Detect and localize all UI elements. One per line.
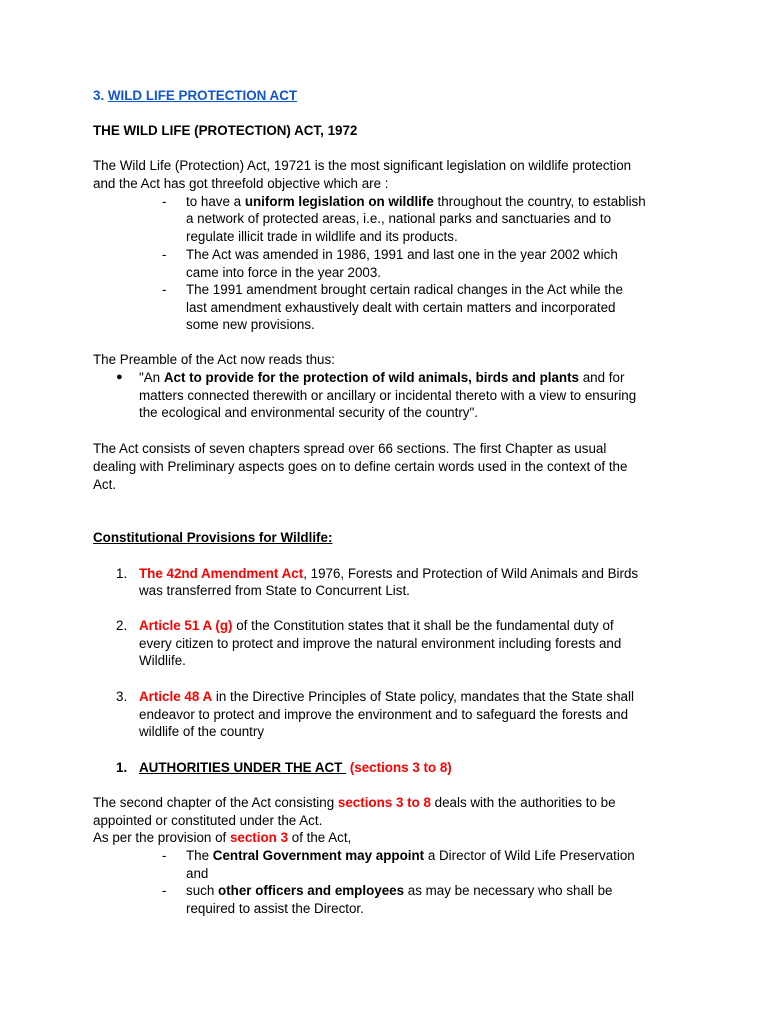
list-number: 2. [116, 618, 128, 633]
intro-line-1: The Wild Life (Protection) Act, 19721 is the most significant legislation on wildlife protection [93, 158, 632, 173]
objective-3-line-2: last amendment exhaustively dealt with certain matters and incorporated [186, 300, 616, 315]
text-run: As per the provision of [93, 830, 230, 845]
objective-1-line-2: a network of protected areas, i.e., national parks and sanctuaries and to [186, 211, 612, 226]
provision-3-line-2: endeavor to protect and improve the environment and to safeguard the forests and [139, 707, 629, 722]
text-run: The 42nd Amendment Act [139, 566, 304, 581]
preamble-intro: The Preamble of the Act now reads thus: [93, 352, 335, 367]
text-run: (sections 3 to 8) [349, 760, 452, 775]
list-number: 1. [116, 760, 128, 775]
objective-3-line-3: some new provisions. [186, 317, 315, 332]
act-title: THE WILD LIFE (PROTECTION) ACT, 1972 [93, 123, 358, 138]
provision-2-line-3: Wildlife. [139, 653, 186, 668]
provision-1-line-2: was transferred from State to Concurrent List. [139, 583, 410, 598]
chapters-line-3: Act. [93, 477, 117, 492]
text-run: to have a [186, 194, 245, 209]
text-run: Act to provide for the protection of wild animals, birds and plants [163, 370, 580, 385]
chapters-line-1: The Act consists of seven chapters spread over 66 sections. The first Chapter as usual [93, 441, 607, 456]
dash-marker: - [162, 282, 167, 297]
section-number: 3. [93, 88, 108, 103]
dash-marker: - [162, 883, 167, 898]
text-run: of the Act, [288, 830, 352, 845]
objective-1-line-1 [186, 193, 646, 210]
provision-1-line-1 [139, 565, 638, 582]
text-run: as may be necessary who shall be [404, 883, 613, 898]
preamble-quote-line-1 [139, 369, 624, 386]
authorities-provision-line [93, 829, 351, 846]
dash-marker: - [162, 194, 167, 209]
section-title-link[interactable]: WILD LIFE PROTECTION ACT [107, 88, 298, 103]
chapters-line-2: dealing with Preliminary aspects goes on to define certain words used in the context of the [93, 459, 628, 474]
authorities-para-line-2: appointed or constituted under the Act. [93, 813, 323, 828]
text-run: AUTHORITIES UNDER THE ACT [139, 760, 343, 775]
provision-3-line-3: wildlife of the country [139, 724, 265, 739]
preamble-quote-line-3: the ecological and environmental security of the country". [139, 405, 478, 420]
objective-2-line-2: came into force in the year 2003. [186, 265, 382, 280]
provision-2-line-1 [139, 617, 614, 634]
text-run: in the Directive Principles of State policy, mandates that the State shall [212, 689, 634, 704]
text-run: a Director of Wild Life Preservation [424, 848, 635, 863]
text-run: Article 48 A [139, 689, 213, 704]
authorities-heading [139, 759, 452, 776]
intro-line-2: and the Act has got threefold objective which are : [93, 176, 389, 191]
list-number: 1. [116, 566, 128, 581]
text-run: section 3 [229, 830, 289, 845]
bullet-marker: ● [116, 371, 123, 383]
objective-1-line-3: regulate illicit trade in wildlife and its products. [186, 229, 458, 244]
text-run: other officers and employees [218, 883, 405, 898]
dash-marker: - [162, 247, 167, 262]
text-run: and for [579, 370, 625, 385]
section-heading [93, 87, 297, 104]
text-run: Article 51 A (g) [139, 618, 233, 633]
text-run: uniform legislation on wildlife [244, 194, 434, 209]
text-run: , 1976, Forests and Protection of Wild Animals and Birds [303, 566, 639, 581]
preamble-quote-line-2: matters connected therewith or ancillary or incidental thereto with a view to ensuring [139, 388, 637, 403]
objective-3-line-1: The 1991 amendment brought certain radical changes in the Act while the [186, 282, 623, 297]
text-run: such [186, 883, 219, 898]
authority-2-line-1 [186, 882, 612, 899]
authority-1-line-1 [186, 847, 635, 864]
text-run: of the Constitution states that it shall be the fundamental duty of [232, 618, 614, 633]
text-run: sections 3 to 8 [337, 795, 431, 810]
text-run: throughout the country, to establish [433, 194, 646, 209]
list-number: 3. [116, 689, 128, 704]
authorities-para-line-1 [93, 794, 616, 811]
provision-2-line-2: every citizen to protect and improve the natural environment including forests and [139, 636, 622, 651]
provision-3-line-1 [139, 688, 634, 705]
text-run: The second chapter of the Act consisting [93, 795, 338, 810]
text-run: The [186, 848, 213, 863]
constitutional-heading: Constitutional Provisions for Wildlife: [93, 530, 333, 545]
authority-1-line-2: and [186, 866, 209, 881]
authority-2-line-2: required to assist the Director. [186, 901, 364, 916]
objective-2-line-1: The Act was amended in 1986, 1991 and last one in the year 2002 which [186, 247, 618, 262]
dash-marker: - [162, 848, 167, 863]
text-run: "An [139, 370, 164, 385]
text-run: deals with the authorities to be [430, 795, 616, 810]
text-run: Central Government may appoint [212, 848, 425, 863]
